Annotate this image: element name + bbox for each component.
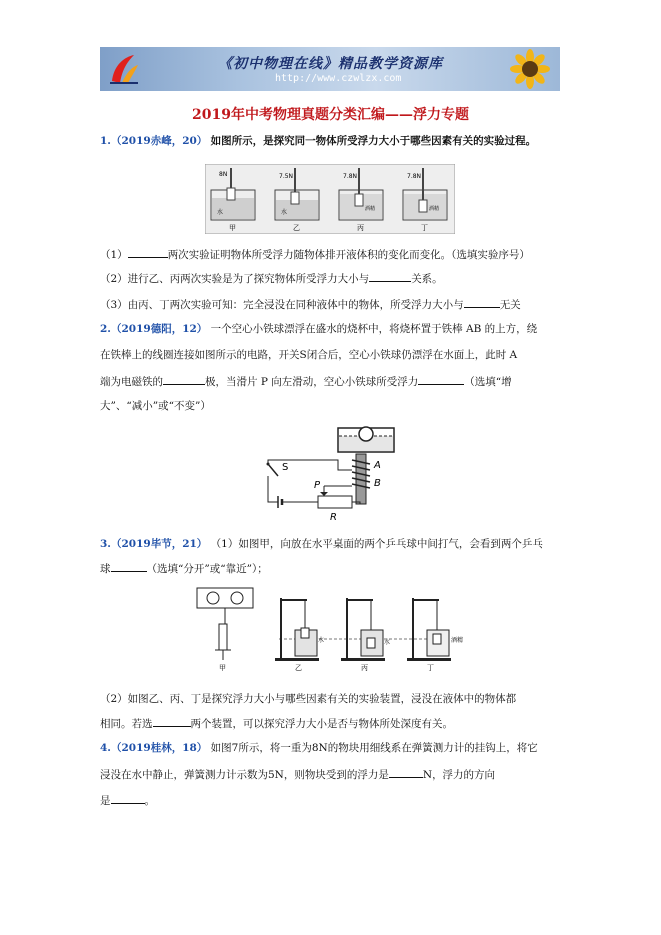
q4-blank-2[interactable]: [111, 793, 145, 804]
q3-line-4: 相同。若选 两个装置，可以探究浮力大小是否与物体所处深度有关。: [100, 718, 453, 730]
q2-blank-1[interactable]: [163, 374, 205, 385]
q2-blank-2[interactable]: [418, 374, 464, 385]
page-title: 2019年中考物理真题分类汇编——浮力专题: [192, 107, 469, 123]
q2-line-1: 2.（2019德阳，12） 一个空心小铁球漂浮在盛水的烧杯中，将烧杯置于铁棒 AB 的上方，绕: [100, 323, 538, 335]
q4-number: 4.: [100, 742, 111, 754]
q1-reading-2: 7.5N: [279, 173, 294, 180]
q3-figure: [195, 584, 470, 674]
q2-number: 2.: [100, 323, 111, 335]
q1-blank-1[interactable]: [128, 247, 168, 258]
q1-caption-1: 甲: [229, 224, 236, 232]
q3-caption-jia: 甲: [219, 664, 226, 672]
banner-title: 《初中物理在线》精品教学资源库: [218, 56, 443, 72]
q1-blank-3[interactable]: [464, 297, 500, 308]
q3-caption-ding: 丁: [427, 664, 434, 672]
q1-part3: （3）由丙、丁两次实验可知：完全浸没在同种液体中的物体，所受浮力大小与 无关: [100, 299, 521, 311]
q1-blank-2[interactable]: [369, 271, 411, 282]
q3-setup-ding: [407, 598, 463, 672]
q2-label-R: R: [330, 512, 337, 522]
q1-stem-line: [100, 134, 536, 148]
q3-number: 3.: [100, 538, 111, 550]
header-banner: [100, 47, 560, 91]
q4-line-2: 浸没在水中静止，弹簧测力计示数为5N，则物块受到的浮力是 N，浮力的方向: [100, 769, 496, 781]
q1-stem: 如图所示，是探究同一物体所受浮力大小于哪些因素有关的实验过程。: [210, 135, 537, 147]
q1-liquid-4: 酒精: [429, 206, 440, 212]
q3-line-2: 球 （选填“分开”或“靠近”）；: [100, 563, 268, 575]
q1-reading-1: 8N: [219, 171, 228, 178]
q1-liquid-2: 水: [281, 209, 288, 216]
q2-label-A: A: [374, 460, 381, 471]
q3-liquid-bing: 水: [384, 639, 391, 646]
q2-switch: [268, 464, 278, 476]
q1-figure: [205, 164, 455, 234]
q1-reading-3: 7.8N: [343, 173, 358, 180]
q4-line-3: 是 。: [100, 795, 155, 807]
q3-blank-1[interactable]: [111, 561, 147, 572]
q3-line-1: 3.（2019毕节，21） （1）如图甲，向放在水平桌面的两个乒乓球中间打气，会看到两个乒乓: [100, 538, 543, 550]
q2-line-2: 在铁棒上的线圈连接如图所示的电路，开关S闭合后，空心小铁球仍漂浮在水面上，此时 A: [100, 349, 518, 361]
banner-url: http://www.czwlzx.com: [275, 73, 402, 84]
q4-line-1: 4.（2019桂林，18） 如图7所示，将一重为8N的物块用细线系在弹簧测力计的挂钩上，将它: [100, 742, 538, 754]
q3-line-3: （2）如图乙、丙、丁是探究浮力大小与哪些因素有关的实验装置，浸没在液体中的物体都: [100, 693, 517, 705]
q1-number: 1.: [100, 135, 111, 147]
q1-caption-4: 丁: [421, 224, 428, 232]
q1-part1: （1） 两次实验证明物体所受浮力随物体排开液体积的变化而变化。（选填实验序号）: [100, 249, 530, 261]
q2-label-S: S: [282, 462, 289, 473]
q3-caption-yi: 乙: [295, 664, 302, 672]
q1-caption-2: 乙: [293, 224, 300, 232]
q1-liquid-3: 酒精: [365, 206, 376, 212]
q1-part2: （2）进行乙、丙两次实验是为了探究物体所受浮力大小与 关系。: [100, 273, 443, 285]
q2-rheostat: [318, 496, 352, 508]
q2-source: （2019德阳，12）: [110, 323, 208, 335]
q3-caption-bing: 丙: [361, 664, 368, 672]
q3-setup-bing: [341, 598, 390, 672]
q2-circuit-figure: [248, 420, 408, 522]
q4-blank-1[interactable]: [389, 767, 423, 778]
q3-setup-jia: [197, 588, 253, 672]
logo-icon: [106, 51, 142, 87]
q3-source: （2019毕节，21）: [110, 538, 208, 550]
q2-label-P: P: [314, 480, 321, 491]
q2-label-B: B: [374, 478, 381, 489]
sunflower-icon: [506, 49, 554, 89]
q2-line-3: 端为电磁铁的 极，当滑片 P 向左滑动，空心小铁球所受浮力 （选填“增: [100, 376, 512, 388]
q4-source: （2019桂林，18）: [110, 742, 208, 754]
q3-blank-2[interactable]: [153, 716, 191, 727]
q1-source: （2019赤峰，20）: [110, 135, 208, 147]
q1-reading-4: 7.8N: [407, 173, 422, 180]
q2-line-4: 大”、“减小”或“不变”）: [100, 400, 211, 412]
q1-liquid-1: 水: [217, 209, 224, 216]
q3-liquid-yi: 水: [318, 637, 325, 644]
q3-setup-yi: [275, 598, 324, 672]
q3-liquid-ding: 酒精: [451, 637, 464, 644]
q1-caption-3: 丙: [357, 224, 364, 232]
